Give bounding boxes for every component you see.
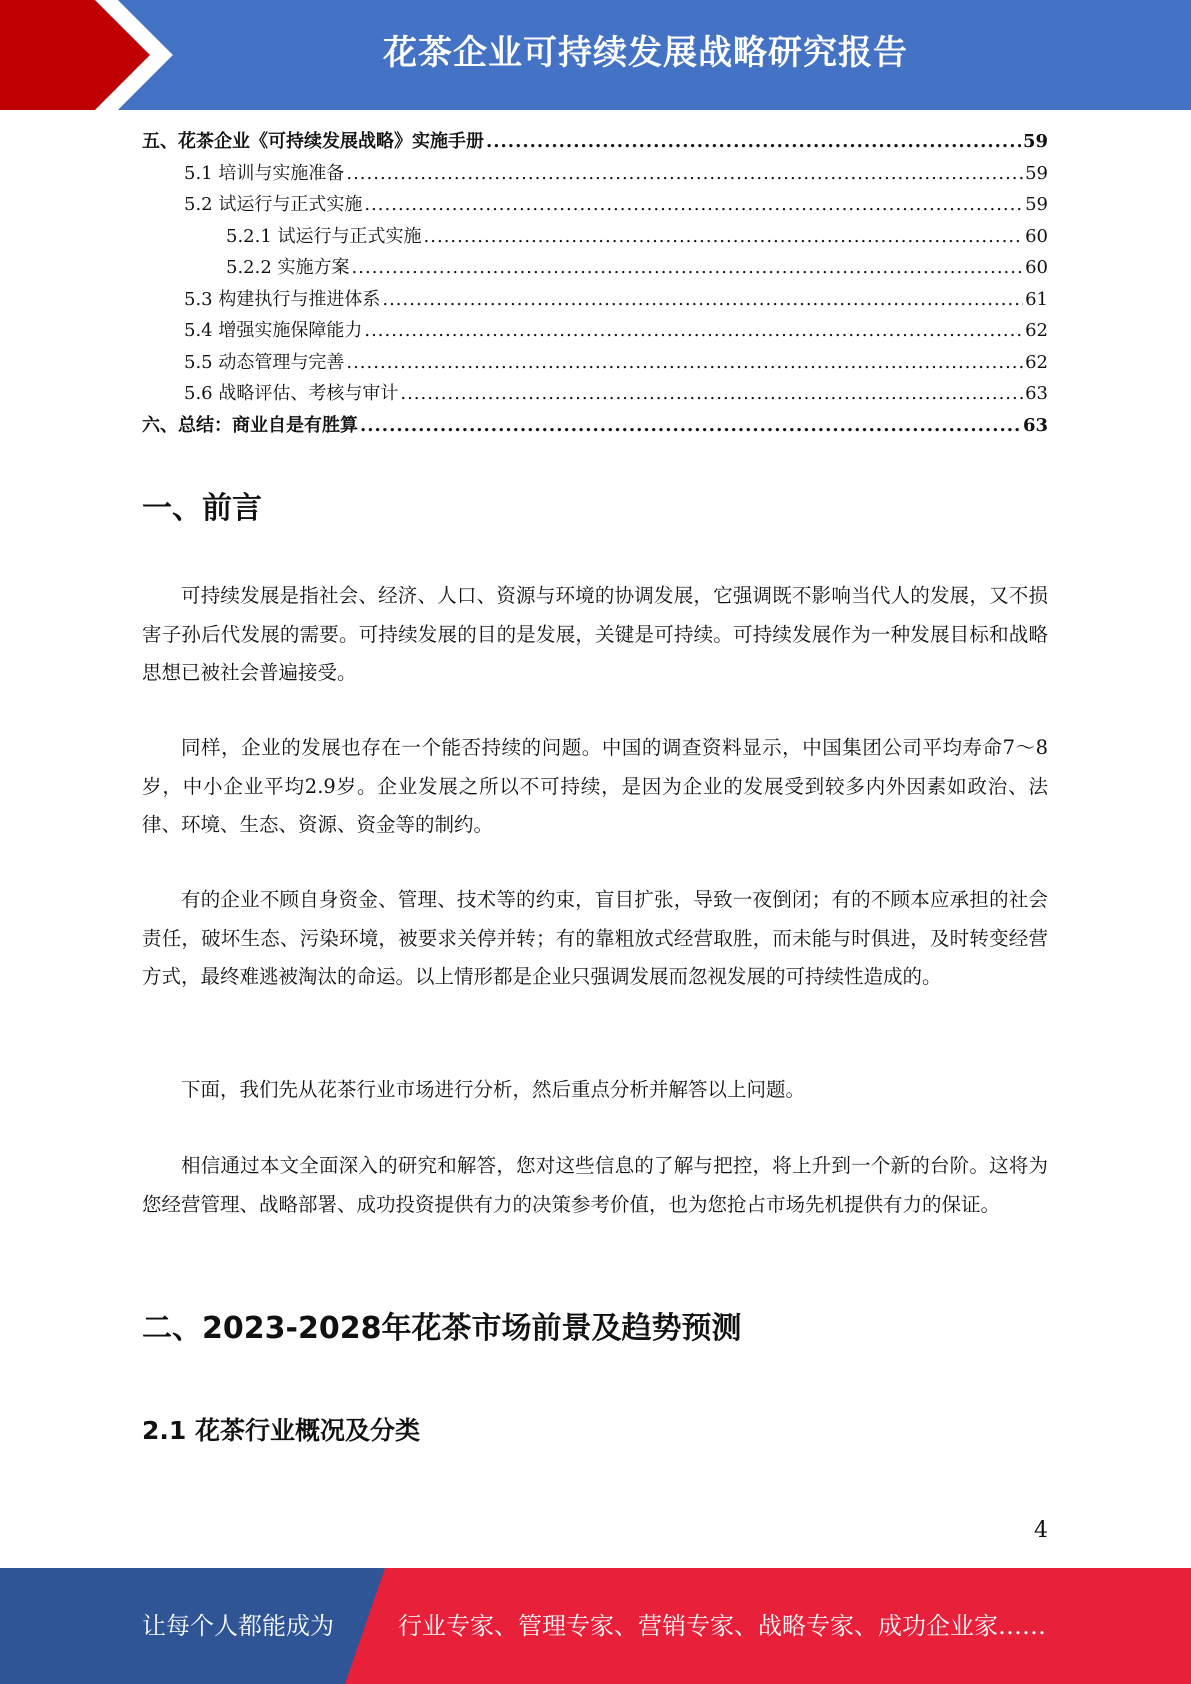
paragraph: 有的企业不顾自身资金、管理、技术等的约束，盲目扩张，导致一夜倒闭；有的不顾本应承担的社会责任，破坏生态、污染环境，被要求关停并转；有的靠粗放式经营取胜，而未能与时俱进，及时转变经营方式，最终难逃被淘汰的命运。以上情形都是企业只强调发展而忽视发展的可持续性造成的。	[142, 888, 1048, 988]
toc-entry[interactable]: 5.3 构建执行与推进体系 ..... 61	[142, 285, 1048, 317]
page-footer	[0, 1568, 1191, 1684]
paragraph: 可持续发展是指社会、经济、人口、资源与环境的协调发展，它强调既不影响当代人的发展，又不损害子孙后代发展的需要。可持续发展的目的是发展，关键是可持续。可持续发展作为一种发展目标和战略思想已被社会普遍接受。	[142, 584, 1048, 684]
paragraph: 下面，我们先从花茶行业市场进行分析，然后重点分析并解答以上问题。	[181, 1078, 806, 1101]
footer-slogan-right: 行业专家、管理专家、营销专家、战略专家、成功企业家……	[398, 1612, 1046, 1640]
section-heading-preface: 一、前言	[142, 491, 262, 526]
toc-entry[interactable]: 5.5 动态管理与完善 ..... 62	[142, 348, 1048, 380]
toc-entry[interactable]: 5.6 战略评估、考核与审计 ..... 63	[142, 379, 1048, 411]
page-number: 4	[1034, 1518, 1048, 1543]
paragraph: 相信通过本文全面深入的研究和解答，您对这些信息的了解与把控，将上升到一个新的台阶。这将为您经营管理、战略部署、成功投资提供有力的决策参考价值，也为您抢占市场先机提供有力的保证。	[142, 1154, 1048, 1216]
toc-entry[interactable]: 5.2 试运行与正式实施 ..... 59	[142, 190, 1048, 222]
page-header	[0, 0, 1191, 110]
section-heading-market-forecast: 二、2023-2028年花茶市场前景及趋势预测	[142, 1311, 742, 1346]
toc-entry[interactable]: 5.2.2 实施方案 ..... 60	[142, 253, 1048, 285]
toc-entry[interactable]: 5.1 培训与实施准备 ..... 59	[142, 159, 1048, 191]
table-of-contents	[142, 127, 1048, 442]
subsection-heading: 2.1 花茶行业概况及分类	[142, 1416, 420, 1445]
toc-entry[interactable]: 五、花茶企业《可持续发展战略》实施手册 ..... 59	[142, 127, 1048, 159]
toc-entry[interactable]: 5.2.1 试运行与正式实施 ..... 60	[142, 222, 1048, 254]
report-title: 花茶企业可持续发展战略研究报告	[383, 33, 908, 73]
paragraph: 同样，企业的发展也存在一个能否持续的问题。中国的调查资料显示，中国集团公司平均寿命7～8岁，中小企业平均2.9岁。企业发展之所以不可持续，是因为企业的发展受到较多内外因素如政治、法律、环境、生态、资源、资金等的制约。	[142, 736, 1048, 836]
toc-entry[interactable]: 5.4 增强实施保障能力 ..... 62	[142, 316, 1048, 348]
toc-entry[interactable]: 六、总结：商业自是有胜算 ..... 63	[142, 411, 1048, 443]
footer-slogan-left: 让每个人都能成为	[142, 1612, 334, 1640]
